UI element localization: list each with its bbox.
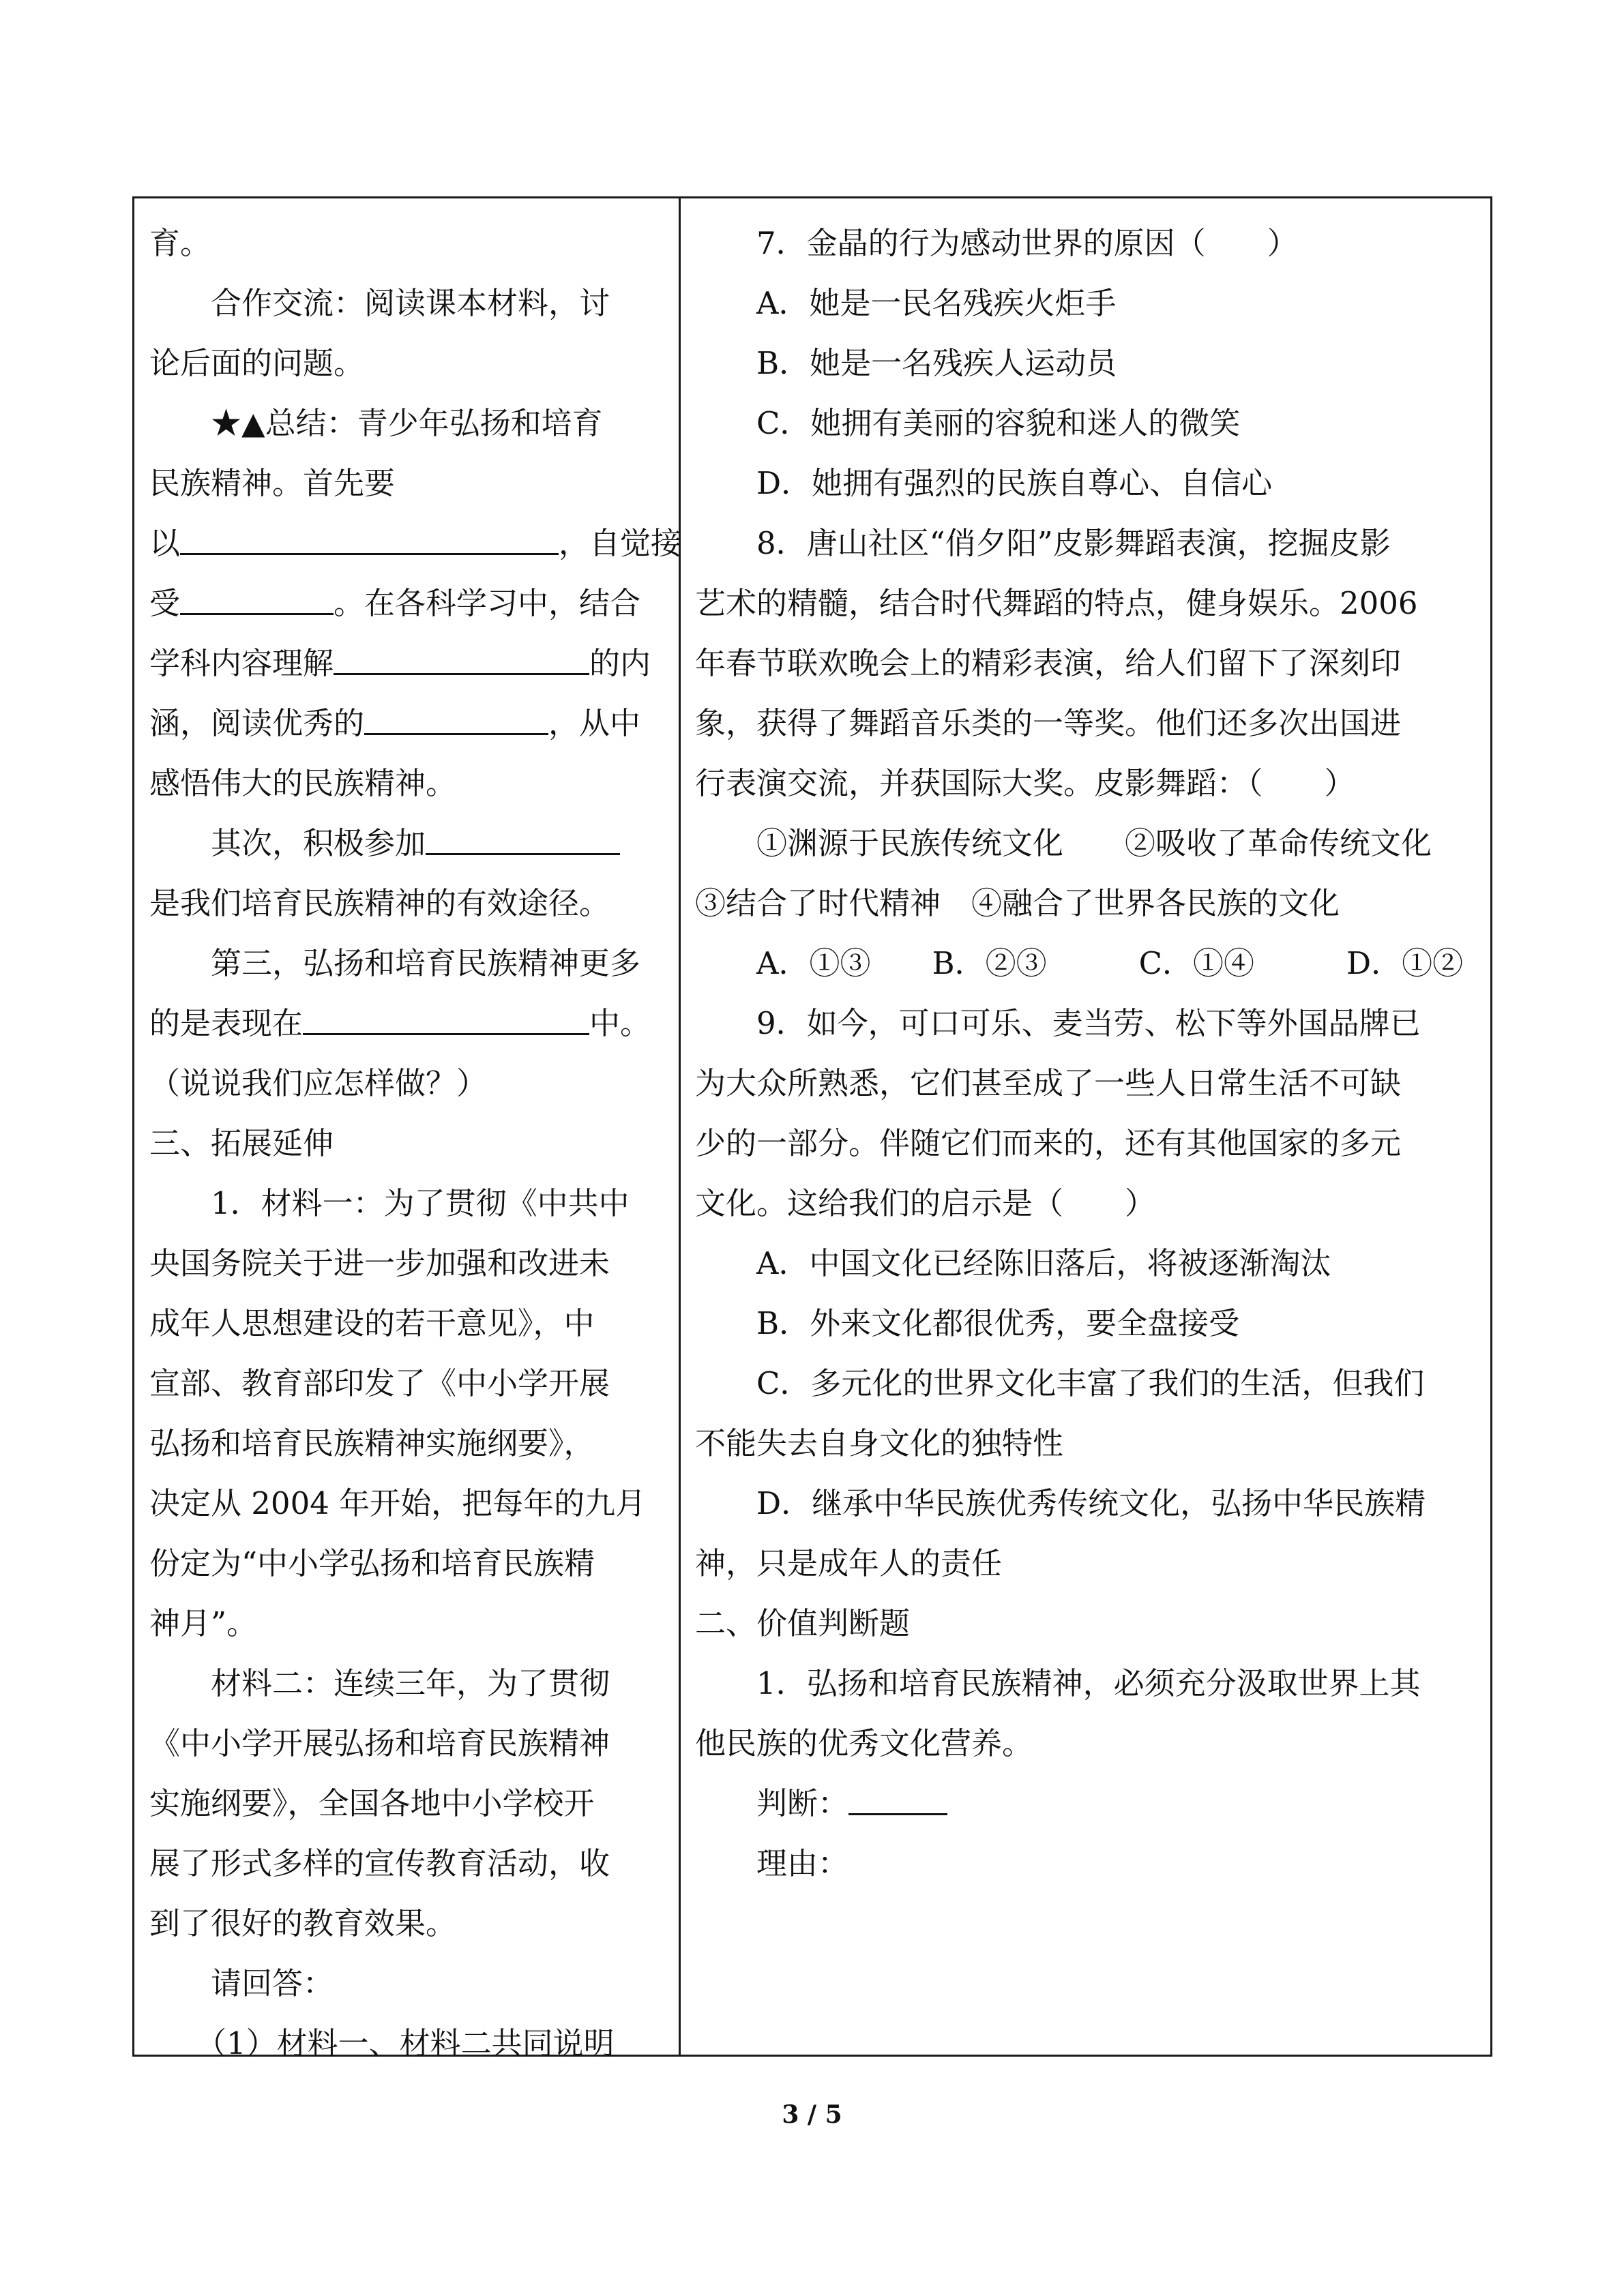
- page-number: 3 / 5: [782, 2100, 842, 2129]
- text-line: 神，只是成年人的责任: [695, 1545, 1003, 1581]
- fill-blank-line: [149, 513, 682, 573]
- text-line: 行表演交流，并获国际大奖。皮影舞蹈：（ ）: [695, 765, 1355, 801]
- option-d: D．继承中华民族优秀传统文化，弘扬中华民族精: [756, 1485, 1426, 1521]
- text-fragment: 。在各科学习中，结合: [334, 585, 641, 621]
- text-line: 决定从 2004 年开始，把每年的九月: [149, 1485, 647, 1521]
- answer-blank[interactable]: [180, 573, 334, 615]
- text-line: 育。: [149, 225, 211, 261]
- answer-blank[interactable]: [426, 814, 620, 855]
- text-fragment: 以: [149, 525, 181, 561]
- fill-blank-line: [149, 994, 666, 1054]
- left-column: [149, 213, 682, 2074]
- text-line: 论后面的问题。: [149, 345, 365, 381]
- question-8: 8．唐山社区“俏夕阳”皮影舞蹈表演，挖掘皮影: [756, 525, 1391, 561]
- text-line: 民族精神。首先要: [149, 465, 396, 501]
- answer-blank[interactable]: [364, 694, 548, 735]
- text-fragment: 受: [149, 585, 181, 621]
- section-heading: 二、价值判断题: [695, 1605, 911, 1641]
- statement-line: ①渊源于民族传统文化 ②吸收了革命传统文化: [756, 825, 1432, 861]
- option-b: B．外来文化都很优秀，要全盘接受: [756, 1305, 1240, 1341]
- reason-label: 理由：: [756, 1845, 849, 1881]
- option-a: A．中国文化已经陈旧落后，将被逐渐淘汰: [756, 1245, 1331, 1281]
- text-line: 宣部、教育部印发了《中小学开展: [149, 1365, 610, 1401]
- text-line: 神月”。: [149, 1605, 258, 1641]
- text-line: 象，获得了舞蹈音乐类的一等奖。他们还多次出国进: [695, 705, 1402, 741]
- fill-blank-line: [149, 633, 666, 694]
- text-line: 合作交流：阅读课本材料，讨: [211, 285, 610, 321]
- text-line: （说说我们应怎样做？）: [149, 1065, 488, 1101]
- text-fragment: 的是表现在: [149, 1005, 304, 1041]
- text-fragment: 其次，积极参加: [211, 825, 426, 861]
- summary-heading: ★▲总结：青少年弘扬和培育: [211, 405, 603, 441]
- text-line: 他民族的优秀文化营养。: [695, 1725, 1033, 1761]
- judgment-label: 判断：: [756, 1785, 849, 1821]
- text-line: 实施纲要》，全国各地中小学校开: [149, 1785, 595, 1821]
- text-fragment: ，自觉接: [559, 525, 682, 561]
- text-line: 感悟伟大的民族精神。: [149, 765, 457, 801]
- option-c: C．多元化的世界文化丰富了我们的生活，但我们: [756, 1365, 1425, 1401]
- text-line: 材料二：连续三年，为了贯彻: [211, 1665, 610, 1701]
- option-a: A．她是一民名残疾火炬手: [756, 285, 1117, 321]
- text-fragment: 学科内容理解: [149, 645, 334, 681]
- text-line: 艺术的精髓，结合时代舞蹈的特点，健身娱乐。2006: [695, 585, 1418, 621]
- text-line: 成年人思想建设的若干意见》，中: [149, 1305, 595, 1341]
- text-line: 央国务院关于进一步加强和改进未: [149, 1245, 610, 1281]
- text-line: 为大众所熟悉，它们甚至成了一些人日常生活不可缺: [695, 1065, 1402, 1101]
- text-fragment: 涵，阅读优秀的: [149, 705, 365, 741]
- text-line: 弘扬和培育民族精神实施纲要》，: [149, 1425, 595, 1461]
- option-c: C．她拥有美丽的容貌和迷人的微笑: [756, 405, 1241, 441]
- answer-blank[interactable]: [303, 994, 589, 1035]
- worksheet-table: [132, 196, 1492, 2061]
- text-line: 少的一部分。伴随它们而来的，还有其他国家的多元: [695, 1125, 1402, 1161]
- statement-line: ③结合了时代精神 ④融合了世界各民族的文化: [695, 885, 1340, 921]
- right-column: [695, 213, 1485, 1894]
- column-divider: [679, 198, 681, 2055]
- text-line: 《中小学开展弘扬和培育民族精神: [149, 1725, 610, 1761]
- question-9: 9．如今，可口可乐、麦当劳、松下等外国品牌已: [756, 1005, 1421, 1041]
- judgment-line: [695, 1774, 1485, 1834]
- judgment-question: 1．弘扬和培育民族精神，必须充分汲取世界上其: [756, 1665, 1421, 1701]
- fill-blank-line: [149, 694, 666, 754]
- section-heading: 三、拓展延伸: [149, 1125, 334, 1161]
- text-line: 第三，弘扬和培育民族精神更多: [211, 945, 641, 981]
- text-line: 到了很好的教育效果。: [149, 1905, 457, 1941]
- answer-blank[interactable]: [180, 513, 559, 555]
- options-row: A．①③ B．②③ C．①④ D．①②: [756, 945, 1464, 981]
- text-line: 是我们培育民族精神的有效途径。: [149, 885, 610, 921]
- text-fragment: 的内: [589, 645, 651, 681]
- text-line: 展了形式多样的宣传教育活动，收: [149, 1845, 610, 1881]
- answer-blank[interactable]: [334, 633, 589, 675]
- text-line: （1）材料一、材料二共同说明: [196, 2025, 615, 2061]
- text-line: 请回答：: [211, 1965, 334, 2001]
- text-line: 1．材料一：为了贯彻《中共中: [211, 1185, 630, 1221]
- text-fragment: ，从中: [548, 705, 641, 741]
- text-line: 文化。这给我们的启示是（ ）: [695, 1185, 1156, 1221]
- judgment-blank[interactable]: [848, 1774, 947, 1815]
- text-line: 份定为“中小学弘扬和培育民族精: [149, 1545, 595, 1581]
- text-fragment: 中。: [589, 1005, 651, 1041]
- fill-blank-line: [149, 573, 666, 633]
- text-line: 不能失去自身文化的独特性: [695, 1425, 1064, 1461]
- fill-blank-line: [149, 814, 666, 874]
- text-line: 年春节联欢晚会上的精彩表演，给人们留下了深刻印: [695, 645, 1402, 681]
- option-b: B．她是一名残疾人运动员: [756, 345, 1117, 381]
- option-d: D．她拥有强烈的民族自尊心、自信心: [756, 465, 1273, 501]
- question-7: 7．金晶的行为感动世界的原因（ ）: [756, 225, 1298, 261]
